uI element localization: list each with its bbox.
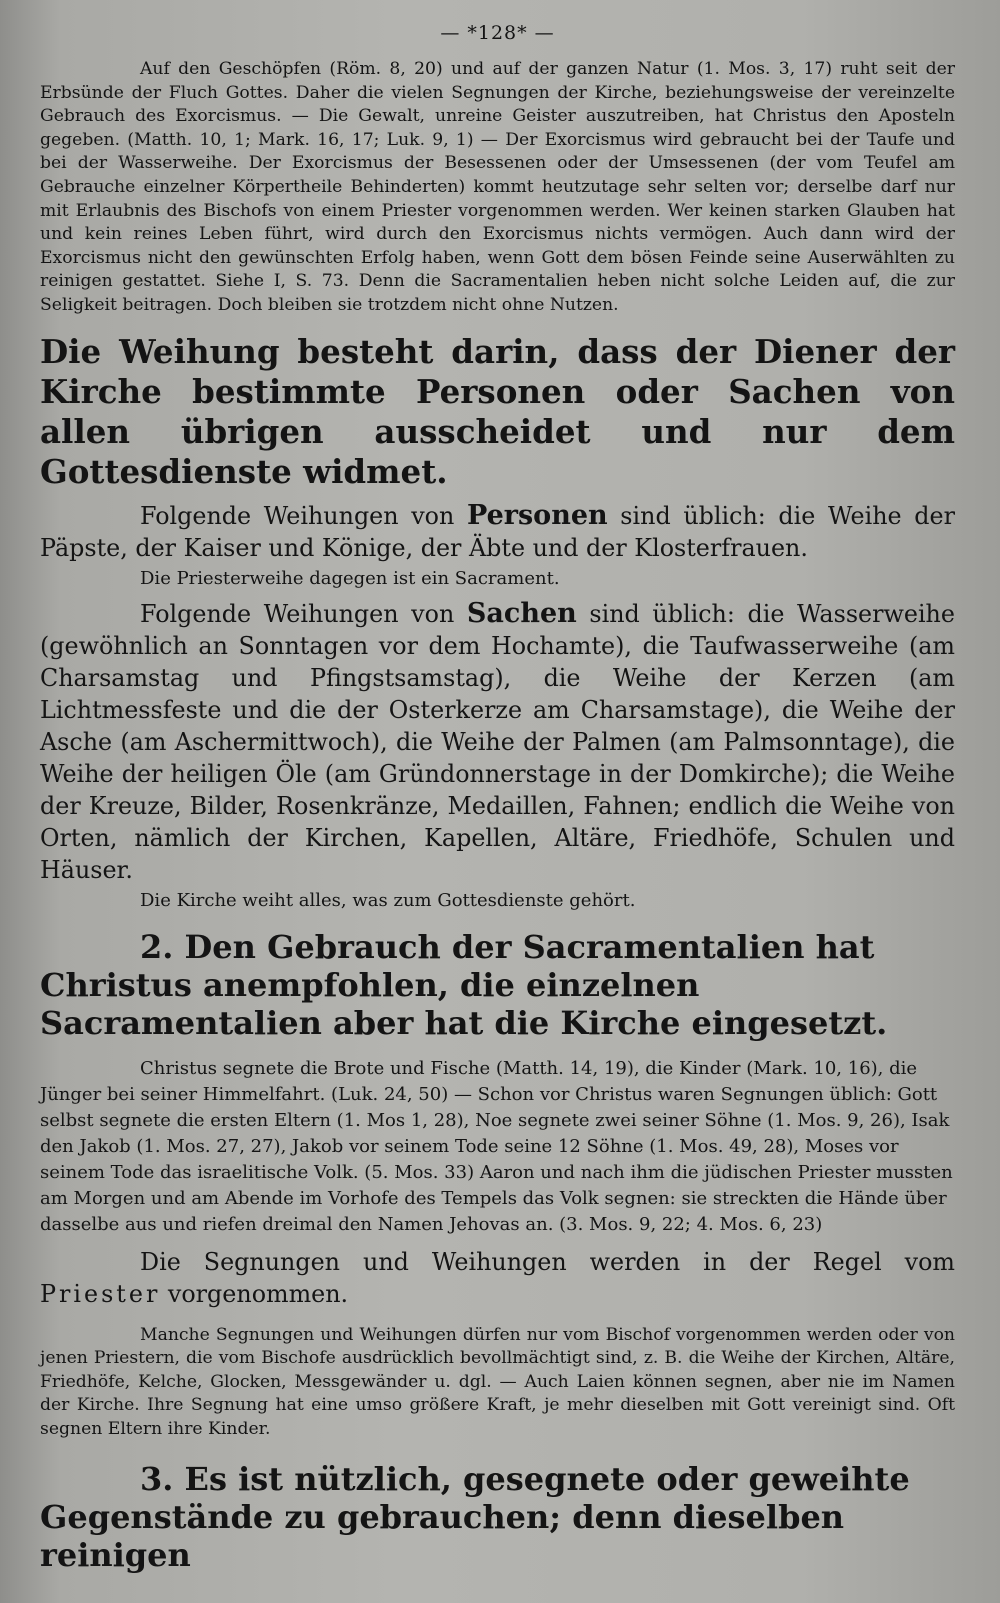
priesterweihe-note: Die Priesterweihe dagegen ist ein Sacrament. bbox=[140, 567, 560, 589]
section-2-text: 2. Den Gebrauch der Sacramentalien hat Christus anempfohlen, die einzelnen Sacramentalien aber hat die Kirche eingesetzt. bbox=[40, 927, 888, 1042]
priester-keyword: Priester bbox=[40, 1279, 161, 1308]
personen-paragraph bbox=[40, 500, 955, 564]
sachen-keyword: Sachen bbox=[466, 597, 577, 629]
weihung-definition: Die Weihung besteht darin, dass der Diener der Kirche bestimmte Personen oder Sachen von allen übrigen ausscheidet und nur dem Gottesdienste widmet. bbox=[40, 331, 955, 491]
personen-rest: sind üblich: die Weihe der Päpste, der Kaiser und Könige, der Äbte und der Klosterfrauen. bbox=[40, 501, 955, 562]
page-content bbox=[40, 22, 955, 1574]
intro-paragraph: Auf den Geschöpfen (Röm. 8, 20) und auf der ganzen Natur (1. Mos. 3, 17) ruht seit der Erbsünde der Fluch Gottes. Daher die vielen Segnungen der Kirche, beziehungsweise der vereinzelte Gebrauch des Exorcismus. — Die Gewalt, unreine Geister auszutreiben, hat Christus den Aposteln gegeben. (Matth. 10, 1; Mark. 16, 17; Luk. 9, 1) — Der Exorcismus wird gebraucht bei der Taufe und bei der Wasserweihe. Der Exorcismus der Besessenen oder der Umsessenen (der vom Teufel am Gebrauche einzelner Körpertheile Behinderten) kommt heutzutage sehr selten vor; derselbe darf nur mit Erlaubnis des Bischofs von einem Priester vorgenommen werden. Wer keinen starken Glauben hat und kein reines Leben führt, wird durch den Exorcismus nichts vermögen. Auch dann wird der Exorcismus nicht den gewünschten Erfolg haben, wenn Gott dem bösen Feinde seine Auserwählten zu reinigen gestattet. Siehe I, S. 73. Denn die Sacramentalien heben nicht solche Leiden auf, die zur Seligkeit beitragen. Doch bleiben sie trotzdem nicht ohne Nutzen. bbox=[40, 59, 955, 315]
segnungen-regel-lead: Die Segnungen und Weihungen werden in der Regel vom bbox=[140, 1247, 955, 1276]
christus-segnete-paragraph: Christus segnete die Brote und Fische (Matth. 14, 19), die Kinder (Mark. 10, 16), die Jünger bei seiner Himmelfahrt. (Luk. 24, 50) — Schon vor Christus waren Segnungen üblich: Gott selbst segnete die ersten Eltern (1. Mos 1, 28), Noe segnete zwei seiner Söhne (1. Mos. 9, 26), Isak den Jakob (1. Mos. 27, 27), Jakob vor seinem Tode seine 12 Söhne (1. Mos. 49, 28), Moses vor seinem Tode das israelitische Volk. (5. Mos. 33) Aaron und nach ihm die jüdischen Priester mussten am Morgen und am Abende im Vorhofe des Tempels das Volk segnen: sie streckten die Hände über dasselbe aus und riefen dreimal den Namen Jehovas an. (3. Mos. 9, 22; 4. Mos. 6, 23) bbox=[40, 1057, 953, 1235]
sachen-paragraph bbox=[40, 598, 955, 886]
segnungen-regel-rest: vorgenommen. bbox=[167, 1279, 349, 1308]
section-2-heading bbox=[40, 928, 955, 1042]
personen-keyword: Personen bbox=[467, 499, 608, 531]
sachen-lead: Folgende Weihungen von bbox=[140, 599, 455, 628]
segnungen-regel-paragraph bbox=[40, 1246, 955, 1310]
page-number: — *128* — bbox=[440, 22, 555, 44]
sachen-rest: sind üblich: die Wasserweihe (gewöhnlich an Sonntagen vor dem Hochamte), die Taufwasserweihe (am Charsamstag und Pfingstsamstag), die Weihe der Kerzen (am Lichtmessfeste und die der Osterkerze am Charsamstage), die Weihe der Asche (am Aschermittwoch), die Weihe der Palmen (am Palmsonntage), die Weihe der heiligen Öle (am Gründonnerstage in der Domkirche); die Weihe der Kreuze, Bilder, Rosenkränze, Medaillen, Fahnen; endlich die Weihe von Orten, nämlich der Kirchen, Kapellen, Altäre, Friedhöfe, Schulen und Häuser. bbox=[40, 599, 955, 884]
kirche-weiht-note: Die Kirche weiht alles, was zum Gottesdienste gehört. bbox=[140, 889, 636, 911]
personen-lead: Folgende Weihungen von bbox=[140, 501, 455, 530]
bischof-note: Manche Segnungen und Weihungen dürfen nur vom Bischof vorgenommen werden oder von jenen Priestern, die vom Bischofe ausdrücklich bevollmächtigt sind, z. B. die Weihe der Kirchen, Altäre, Friedhöfe, Kelche, Glocken, Messgewänder u. dgl. — Auch Laien können segnen, aber nie im Namen der Kirche. Ihre Segnung hat eine umso größere Kraft, je mehr dieselben mit Gott vereinigt sind. Oft segnen Eltern ihre Kinder. bbox=[40, 1324, 955, 1439]
section-3-heading: 3. Es ist nützlich, gesegnete oder geweihte Gegenstände zu gebrauchen; denn dieselben reinigen bbox=[40, 1459, 910, 1574]
